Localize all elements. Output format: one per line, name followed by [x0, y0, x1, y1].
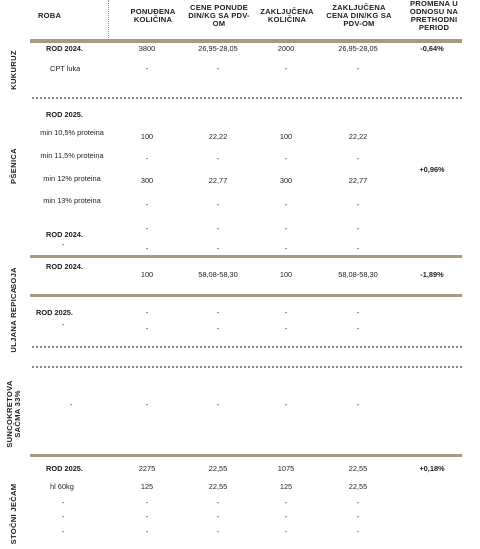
- row-psenica-empty-label: -: [62, 240, 65, 249]
- cell: -: [356, 308, 360, 317]
- promena-soja: -1,89%: [420, 270, 444, 279]
- section-jecam-side: [0, 460, 30, 544]
- cell: 300: [279, 176, 293, 185]
- section-divider: [32, 346, 462, 348]
- row-psenica-13-label: min 13% proteina: [43, 196, 101, 205]
- col-header-zakljucena-kolicina: ZAKLJUČENA KOLIČINA: [260, 7, 314, 24]
- cell: -: [356, 400, 360, 409]
- cell: -: [356, 512, 360, 521]
- row-psenica-title: ROD 2025.: [46, 110, 83, 119]
- cell: 22,22: [348, 132, 368, 141]
- row-psenica-12-label: min 12% proteina: [43, 174, 101, 183]
- section-label-jecam: STOČNI JEČAM: [9, 483, 18, 545]
- cell: -: [284, 154, 288, 163]
- header-column-divider: [108, 0, 109, 40]
- cell: -: [216, 527, 220, 536]
- cell: -: [216, 224, 220, 233]
- section-suncokret-side: [0, 370, 30, 454]
- cell: -: [145, 224, 149, 233]
- cell: -: [216, 244, 220, 253]
- cell: -: [284, 512, 288, 521]
- cell: 1075: [277, 464, 295, 473]
- section-divider: [32, 97, 462, 99]
- cell: 2000: [277, 44, 295, 53]
- cell: -: [284, 498, 288, 507]
- cell: -: [216, 512, 220, 521]
- promena-psenica: +0,96%: [419, 165, 445, 174]
- cell: -: [145, 244, 149, 253]
- section-label-uljana: ULJANA REPICA: [9, 287, 18, 353]
- col-header-ponudjena: PONUĐENA KOLIČINA: [130, 7, 176, 24]
- cell: -: [216, 154, 220, 163]
- row-jecam-hl60-label: hl 60kg: [50, 482, 74, 491]
- cell: -: [356, 224, 360, 233]
- section-divider: [30, 255, 462, 258]
- cell: 22,55: [348, 464, 368, 473]
- cell: -: [284, 224, 288, 233]
- cell: 22,55: [348, 482, 368, 491]
- row-psenica-rod2024-label: ROD 2024.: [46, 230, 83, 239]
- cell: -: [284, 64, 288, 73]
- row-kukuruz-rod2024-label: ROD 2024.: [46, 44, 83, 53]
- row-psenica-105-label: min 10,5% proteina: [40, 128, 104, 137]
- row-soja-title: ROD 2024.: [46, 262, 83, 271]
- cell: 26,95-28,05: [338, 44, 378, 53]
- section-divider: [30, 454, 462, 457]
- section-divider: [30, 294, 462, 297]
- section-label-psenica: PŠENICA: [9, 148, 18, 184]
- row-suncokret-label: -: [70, 400, 73, 409]
- cell: -: [356, 527, 360, 536]
- row-psenica-115-label: min 11,5% proteina: [40, 151, 104, 160]
- cell: -: [216, 498, 220, 507]
- cell: -: [356, 498, 360, 507]
- cell: 22,55: [208, 482, 228, 491]
- section-uljana-side: [0, 287, 30, 353]
- cell: 100: [279, 132, 293, 141]
- cell: -: [145, 400, 149, 409]
- cell: 100: [140, 132, 154, 141]
- cell: -: [145, 527, 149, 536]
- row-jecam-empty-label: -: [62, 527, 65, 536]
- col-header-promena: PROMENA U ODNOSU NA PRETHODNI PERIOD: [409, 0, 459, 32]
- cell: -: [356, 244, 360, 253]
- cell: -: [145, 154, 149, 163]
- row-jecam-rod2025-label: ROD 2025.: [46, 464, 83, 473]
- cell: 300: [140, 176, 154, 185]
- row-uljana-rod2025-label: ROD 2025.: [36, 308, 73, 317]
- cell: 26,95-28,05: [198, 44, 238, 53]
- cell: 22,77: [208, 176, 228, 185]
- row-jecam-empty-label: -: [62, 498, 65, 507]
- cell: -: [216, 64, 220, 73]
- row-uljana-empty-label: -: [62, 320, 65, 329]
- section-label-kukuruz: KUKURUZ: [9, 50, 18, 90]
- row-kukuruz-cpt-label: CPT luka: [50, 64, 81, 73]
- col-header-roba: ROBA: [38, 11, 62, 20]
- col-header-zakljucena-cena: ZAKLJUČENA CENA DIN/KG SA PDV-OM: [326, 3, 392, 28]
- promena-kukuruz: -0,64%: [420, 44, 444, 53]
- cell: 100: [140, 270, 154, 279]
- cell: -: [145, 308, 149, 317]
- cell: -: [216, 400, 220, 409]
- section-kukuruz-side: [0, 44, 30, 96]
- cell: -: [216, 308, 220, 317]
- cell: -: [145, 498, 149, 507]
- cell: -: [284, 244, 288, 253]
- cell: -: [216, 200, 220, 209]
- cell: -: [356, 324, 360, 333]
- section-psenica-side: [0, 104, 30, 244]
- cell: 125: [140, 482, 154, 491]
- cell: -: [356, 154, 360, 163]
- cell: 22,22: [208, 132, 228, 141]
- cell: -: [145, 512, 149, 521]
- cell: -: [284, 400, 288, 409]
- cell: 2275: [138, 464, 156, 473]
- cell: -: [145, 324, 149, 333]
- cell: -: [284, 324, 288, 333]
- cell: -: [145, 64, 149, 73]
- cell: -: [356, 64, 360, 73]
- cell: -: [284, 527, 288, 536]
- row-jecam-empty-label: -: [62, 512, 65, 521]
- cell: 22,55: [208, 464, 228, 473]
- cell: -: [145, 200, 149, 209]
- section-label-soja: SOJA: [9, 267, 18, 289]
- cell: -: [216, 324, 220, 333]
- cell: 22,77: [348, 176, 368, 185]
- header-divider: [30, 39, 462, 43]
- cell: 125: [279, 482, 293, 491]
- section-divider: [32, 366, 462, 368]
- cell: -: [284, 308, 288, 317]
- cell: -: [284, 200, 288, 209]
- cell: -: [356, 200, 360, 209]
- col-header-cene-ponude: CENE PONUDE DIN/KG SA PDV-OM: [188, 3, 250, 28]
- cell: 58,08-58,30: [338, 270, 378, 279]
- cell: 3800: [138, 44, 156, 53]
- section-label-suncokret: SUNCOKRETOVA SAČMA 33%: [5, 380, 22, 448]
- cell: 100: [279, 270, 293, 279]
- cell: 58,08-58,30: [198, 270, 238, 279]
- promena-jecam: +0,18%: [419, 464, 445, 473]
